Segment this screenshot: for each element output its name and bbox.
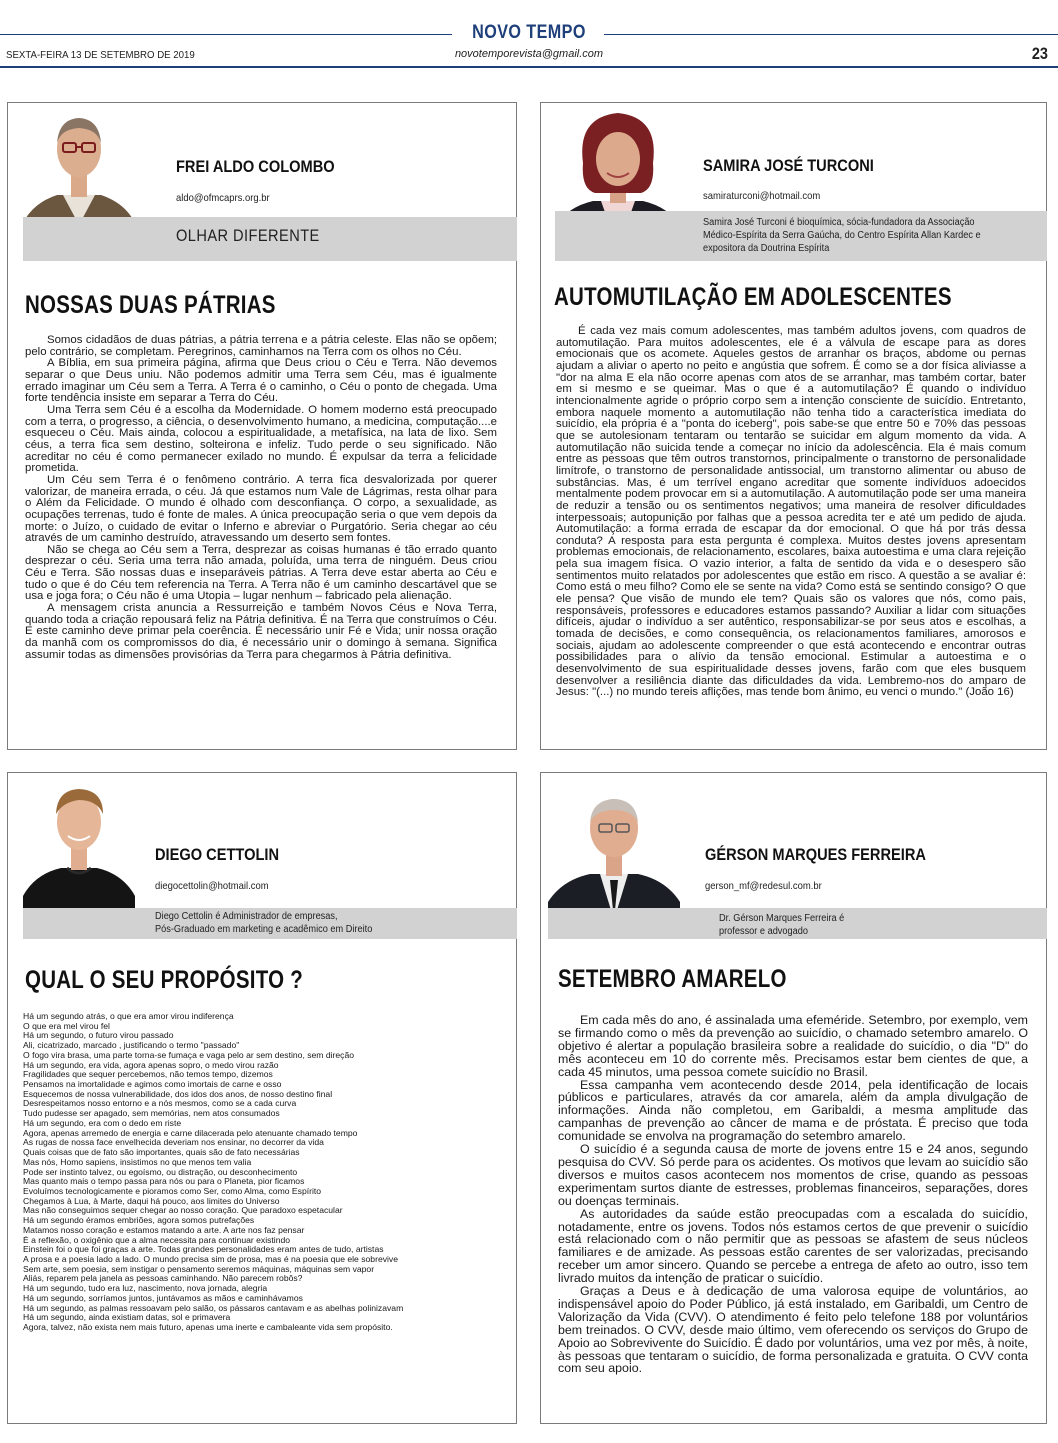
paragraph: O suicídio é a segunda causa de morte de jovens entre 15 e 24 anos, segundo pesquisa do CVV. Só perde para os acidentes. Os motivos que levam ao suicídio são diversos e muitos casos acontecem nos momentos de crise, quando as pessoas experimentam surtos diante de estresses, problemas financeiros, separações, dores ou doenças terminais. xyxy=(558,1142,1028,1208)
author-email: diegocettolin@hotmail.com xyxy=(155,880,269,892)
poem-line: Agora, talvez, não exista nem mais futuro, apenas uma inerte e cambaleante vida sem propósito. xyxy=(23,1323,393,1332)
poem-line: As rugas de nossa face envelhecida deveriam nos ensinar, no decorrer da vida xyxy=(23,1138,324,1148)
author-bio-line: Samira José Turconi é bioquímica, sócia-fundadora da Associação xyxy=(703,217,975,228)
page-number: 23 xyxy=(1031,44,1048,63)
poem-line: Mas nós, Homo sapiens, insistimos no que menos tem valia xyxy=(23,1157,252,1167)
headline: NOSSAS DUAS PÁTRIAS xyxy=(25,291,276,319)
poem-line: Pode ser instinto talvez, ou egoísmo, ou distração, ou desconhecimento xyxy=(23,1167,298,1177)
headline: QUAL O SEU PROPÓSITO ? xyxy=(25,966,304,994)
column-title: OLHAR DIFERENTE xyxy=(176,226,320,245)
poem-line: Há um segundo, sorríamos juntos, juntávamos as mãos e caminhávamos xyxy=(23,1293,303,1303)
paragraph: Um Céu sem Terra é o fenômeno contrário. A terra fica desvalorizada por querer valorizar, de maneira errada, o céu. Já que estamos num Vale de Lágrimas, resta olhar para o Além da Felicidade. O mundo é olhado com desconfiança. O corpo, a sexualidade, as ocupações terrenas, tudo é fonte de males. A única preocupação seria o que vem depois da morte: o Juízo, o cuidado de evitar o Inferno e abreviar o Purgatório. Seria chegar ao céu através de um caminho destruído, atravessando um deserto sem fontes. xyxy=(25,473,497,545)
poem-line: Aliás, reparem pela janela as pessoas caminhando. Não parecem robôs? xyxy=(23,1274,303,1284)
paragraph: As autoridades da saúde estão preocupadas com a escalada do suicídio, notadamente, entre os jovens. Todos nós estamos certos de que prevenir o suicídio está relacionado com o não permitir que as pessoas se afastem de seus núcleos familiares e de amizade. As pessoas estão carentes de ser valorizadas, precisando receber um amor sincero. Quando se percebe a entrega de afeto ao outro, isso tem livrado muitos da intenção de praticar o suicídio. xyxy=(558,1206,1028,1286)
paragraph: Graças a Deus e à dedicação de uma valorosa equipe de voluntários, ao indispensável apoio do Poder Público, já está instalado, em Garibaldi, um Centro de Valorização da Vida (CVV). O atendimento é feito pelo telefone 188 por voluntários bem treinados. O CVV, desde maio último, vem oferecendo os serviços do Grupo de Apoio ao Sobrevivente do Suicídio. É dado por voluntários, uma vez por mês, à noite, às pessoas que tentaram o suicídio, de forma personalizada e gratuita. O CVV conta com seu apoio. xyxy=(558,1284,1028,1376)
author-bio-line: Diego Cettolin é Administrador de empresas, xyxy=(155,911,338,922)
poem-line: O que era mel virou fel xyxy=(23,1021,110,1031)
author-email: gerson_mf@redesul.com.br xyxy=(705,880,822,892)
edition-date: SEXTA-FEIRA 13 DE SETEMBRO DE 2019 xyxy=(6,49,195,61)
poem-line: Há um segundo atrás, o que era amor virou indiferença xyxy=(23,1012,234,1021)
poem-line: Há um segundo, as palmas ressoavam pelo salão, os pássaros cantavam e as abelhas polinizavam xyxy=(23,1303,404,1313)
poem-line: Matamos nosso coração e estamos matando a arte. A arte nos faz pensar xyxy=(23,1225,305,1235)
poem-line: Chegamos à Lua, à Marte, daqui há pouco, aos limites do Universo xyxy=(23,1196,280,1206)
article-setembro-amarelo xyxy=(540,772,1047,1424)
poem-line: Quais coisas que de fato são importantes, quais são de fato necessárias xyxy=(23,1148,300,1158)
poem-line: Tudo pudesse ser apagado, sem memórias, nem atos consumados xyxy=(23,1109,280,1119)
poem-line: É a reflexão, o oxigênio que a alma necessita para continuar existindo xyxy=(23,1235,291,1245)
poem-line: Há um segundo, o futuro virou passado xyxy=(23,1031,174,1041)
poem-line: Há um segundo éramos embriões, agora somos putrefações xyxy=(23,1216,255,1226)
article-automutilacao xyxy=(540,102,1047,750)
author-bio-line: Médico-Espírita da Serra Gaúcha, do Centro Espírita Allan Kardec e xyxy=(703,230,981,241)
author-bio-line: professor e advogado xyxy=(719,926,808,937)
poem-line: Mas não conseguimos sequer chegar ao nosso coração. Que paradoxo espetacular xyxy=(23,1206,343,1216)
paragraph: Essa campanha vem acontecendo desde 2014, pela identificação de locais públicos e particulares, através da cor amarela, além da ampla divulgação de informações. Ainda não completou, em Garibaldi, a mesma amplitude das campanhas de prevenção ao câncer de mama e de próstata. É preciso que toda comunidade se envolva na programação do setembro amarelo. xyxy=(558,1077,1028,1144)
publication-email: novotemporevista@gmail.com xyxy=(454,48,604,60)
author-email: samiraturconi@hotmail.com xyxy=(703,190,821,202)
article-body xyxy=(25,335,497,661)
poem-line: A prosa e a poesia lado a lado. O mundo precisa sim de prosa, mas é na poesia que ele sobrevive xyxy=(23,1254,399,1264)
paragraph: Não se chega ao Céu sem a Terra, desprezar as coisas humanas é tão errado quanto desprezar o céu. Seria uma terra não amada, poluída, uma terra de ninguém. Deus criou Céu e Terra. São nossas duas e inseparáveis pátrias. A Terra deve estar aberta ao Céu e tudo o que é do Céu tem referencia na Terra. A Terra não é um caminho descartável que se usa e joga fora; o Céu não é uma Utopia – lugar nenhum – fabricado pela alienação. xyxy=(25,543,497,603)
author-name: SAMIRA JOSÉ TURCONI xyxy=(703,156,874,175)
paragraph: É cada vez mais comum adolescentes, mas também adultos jovens, com quadros de automutilação. Para muitos adolescentes, ele é a válvula de escape para as dores emocionais que os acomete. Aqueles gestos de arranhar os braços, abdome ou pernas ajudam a aliviar o aperto no peito e angústia que sofrem. É como se a dor física aliviasse a "dor na alma E ela não ocorre apenas com atos de se arranhar, mas também cortar, bater em si mesmo e se queimar. Mas o que é a automutilação? É quando o indivíduo intencionalmente agride o próprio corpo sem a intenção consciente de suicídio. Entretanto, embora naquele momento a automutilação não tenha tido a característica imediata do suicídio, ela própria é a "ponta do iceberg", pois sabe-se que entre 50 e 70% das pessoas que se autolesionam tentaram ou tentarão se suicidar em algum momento da vida. A automutilação não suicida tende a começar no início da adolescência. Ela é mais comum entre as pessoas que têm outros transtornos, principalmente o transtorno de personalidade limítrofe, o transtorno de personalidade antissocial, um transtorno alimentar ou abuso de substâncias. Mas, é um terrível engano acreditar que somente indivíduos adoecidos mentalmente podem provocar em si a automutilação. A automutilação pode ser uma maneira de reduzir a tensão ou os sentimentos negativos; uma maneira de resolver dificuldades interpessoais; autopunição por falhas que a pessoa acredita ter e até um pedido de ajuda. Automutilação: a forma errada de escapar da dor emocional. O que há por trás dessa conduta? A resposta para esta pergunta é complexa. Muitos destes jovens apresentam problemas emocionais, de relacionamento, escolares, baixa autoestima e uma clara rejeição pela sua imagem física. O vazio interior, a falta de sentido da vida e o desespero são sentimentos muito relatados por adolescentes que estão em risco. A questão a se avaliar é: Como está o meu filho? Como ele se sente na vida? Como está se sentindo consigo? O que ele pensa? Que visão de mundo ele tem? Quais são os valores que nós, como pais, responsáveis, professores e educadores estamos passando? Auxiliar a lidar com situações difíceis, ajudar o indivíduo a ser autêntico, responsabilizar-se por seus atos e escolhas, a tomada de decisões, e como consequência, os relacionamentos familiares, amorosos e sociais, ajudam ao adolescente compreender o que está acontecendo e encontrar outras possibilidades para o alívio da tensão emocional. Estimular a autoestima e o desenvolvimento de sua espiritualidade desses jovens, farão com que eles busquem desenvolver a resiliência diante das dificuldades da vida. Lembremo-nos do amparo de Jesus: "(...) no mundo tereis aflições, mas tende bom ânimo, eu venci o mundo." (João 16) xyxy=(556,325,1026,699)
poem-body xyxy=(23,1012,513,1333)
paragraph: Em cada mês do ano, é assinalada uma efeméride. Setembro, por exemplo, vem se firmando como o mês da prevenção ao suicídio, o chamado setembro amarelo. O objetivo é alertar a população brasileira sobre a realidade do suicídio, o dia "D" do mês aconteceu em 10 do corrente mês. Precisamos estar bem cientes de que, a cada 45 minutos, uma pessoa comete suicídio no Brasil. xyxy=(558,1013,1028,1079)
author-bio-line: Pós-Graduado em marketing e acadêmico em Direito xyxy=(155,924,373,935)
poem-line: Desrespeitamos nosso entorno e a nós mesmos, como se a cada curva xyxy=(23,1099,297,1109)
poem-line: Pensamos na imortalidade e agimos como imortais de carne e osso xyxy=(23,1080,282,1090)
poem-line: Há um segundo, ainda existiam datas, sol e primavera xyxy=(23,1313,231,1323)
poem-line: Einstein foi o que foi graças a arte. Todas grandes personalidades eram antes de tudo, artistas xyxy=(23,1245,384,1255)
poem-line: Ali, cicatrizado, marcado , justificando o termo "passado" xyxy=(23,1041,240,1051)
author-name: FREI ALDO COLOMBO xyxy=(176,157,335,176)
poem-line: O fogo vira brasa, uma parte torna-se fumaça e vaga pelo ar sem destino, sem direção xyxy=(23,1050,355,1060)
poem-line: Sem arte, sem poesia, sem instigar o pensamento seremos máquinas, máquinas sem vapor xyxy=(23,1264,375,1274)
author-name: DIEGO CETTOLIN xyxy=(155,845,280,864)
article-nossas-duas-patrias xyxy=(7,102,517,750)
paragraph: Uma Terra sem Céu é a escolha da Modernidade. O homem moderno está preocupado com a terra, o progresso, a ciência, o desenvolvimento humano, a medicina, computação....e esqueceu o Céu. Mais ainda, colocou a espiritualidade, a metafísica, na lata de lixo. Sem céus, a terra fica sem destino, solteirona e infeliz. Tudo perde o seu significado. Não acreditar no céu é como permanecer exilado no mundo. É expulsar da terra a felicidade prometida. xyxy=(25,403,497,475)
poem-line: Há um segundo, era com o dedo em riste xyxy=(23,1118,182,1128)
masthead-rule xyxy=(0,66,1058,68)
article-body xyxy=(556,326,1026,699)
paragraph: A Bíblia, em sua primeira página, afirma que Deus criou o Céu e Terra. Não devemos separar o que Deus uniu. Não podemos admitir uma Terra sem Céu, mas é igualmente errado imaginar um Céu sem a Terra. A Terra é o caminho, o Céu o ponto de chegada. Uma forte tendência insiste em separar a Terra do Céu. xyxy=(25,357,497,405)
poem-line: Mas quanto mais o tempo passa para nós ou para o Planeta, pior ficamos xyxy=(23,1177,305,1187)
article-qual-o-seu-proposito xyxy=(7,772,517,1424)
poem-line: Evoluímos tecnologicamente e pioramos como Ser, como Alma, como Espírito xyxy=(23,1186,322,1196)
author-bio-line: expositora da Doutrina Espírita xyxy=(703,243,830,254)
poem-line: Esquecemos de nossa vulnerabilidade, dos idos dos anos, de nosso destino final xyxy=(23,1089,333,1099)
article-body xyxy=(558,1014,1028,1375)
author-name: GÉRSON MARQUES FERREIRA xyxy=(705,845,926,864)
masthead xyxy=(0,0,1058,70)
author-email: aldo@ofmcaprs.org.br xyxy=(176,192,270,204)
poem-line: Há um segundo, era vida, agora apenas sopro, o medo virou razão xyxy=(23,1060,279,1070)
author-bio-line: Dr. Gérson Marques Ferreira é xyxy=(719,913,845,924)
headline: AUTOMUTILAÇÃO EM ADOLESCENTES xyxy=(554,283,952,311)
poem-line: Fragilidades que sequer percebemos, não temos tempo, dizemos xyxy=(23,1070,273,1080)
headline: SETEMBRO AMARELO xyxy=(558,965,787,993)
paragraph: Somos cidadãos de duas pátrias, a pátria terrena e a pátria celeste. Elas não se opõem; pelo contrário, se completam. Peregrinos, caminhamos na Terra com os olhos no Céu. xyxy=(25,334,497,358)
poem-line: Há um segundo, tudo era luz, nascimento, nova jornada, alegria xyxy=(23,1284,268,1294)
poem-line: Agora, apenas arremedo de energia e carne dilacerada pelo atenuante chamado tempo xyxy=(23,1128,358,1138)
brand-title: NOVO TEMPO xyxy=(472,22,586,43)
brand-rule-right xyxy=(604,34,1058,35)
paragraph: A mensagem crista anuncia a Ressurreição e também Novos Céus e Nova Terra, quando toda a criação repousará feliz na Pátria definitiva. É na Terra que construímos o Céu. E este caminho deve primar pela coerência. É necessário unir Fé e Vida; unir nossa oração da manhã com os compromissos do dia, é necessário unir o domingo à semana. Significa assumir todas as dimensões provisórias da Terra para chegarmos à Pátria definitiva. xyxy=(25,602,497,661)
